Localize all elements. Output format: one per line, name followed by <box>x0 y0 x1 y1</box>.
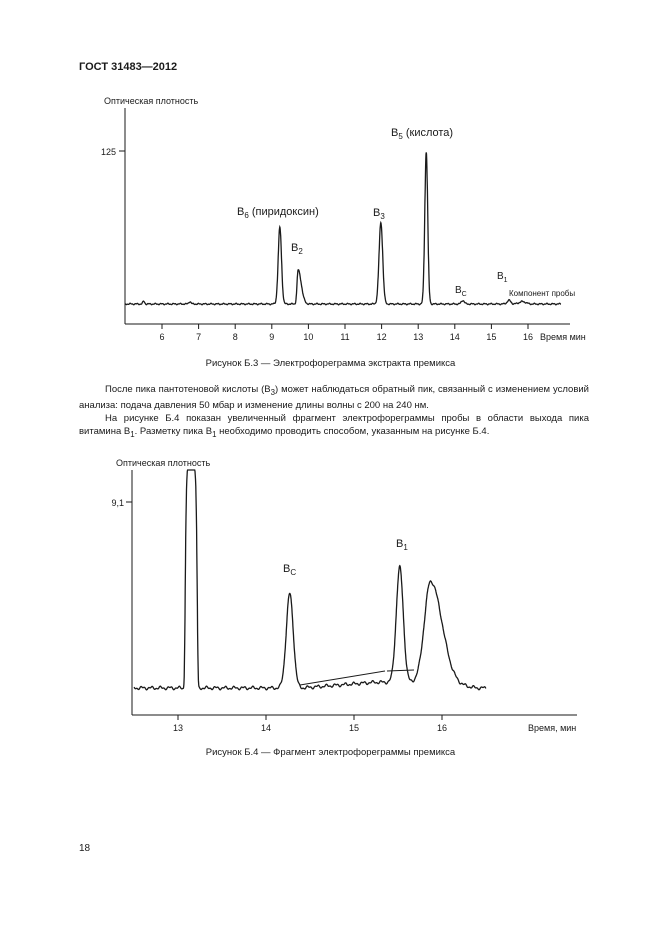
x-tick-label: 16 <box>522 332 534 342</box>
x-axis-label: Время мин <box>540 332 586 342</box>
x-tick-label: 12 <box>376 332 387 342</box>
x-ticks <box>173 715 447 733</box>
x-tick-label: 7 <box>196 332 202 342</box>
y-axis-label: Оптическая плотность <box>116 458 211 468</box>
peak-label-component: Компонент пробы <box>509 289 576 298</box>
peak-label-b6: $B_6$ (пиридоксин) <box>237 206 319 220</box>
peak-label-bc: $B_C$ <box>283 563 297 577</box>
peak-label-bc: $B_C$ <box>455 285 467 298</box>
document-header: ГОСТ 31483—2012 <box>79 61 178 73</box>
electropherogram-fragment-trace <box>134 470 486 690</box>
x-tick-label: 16 <box>436 723 448 733</box>
baseline-marker-b1 <box>387 670 414 671</box>
y-axis-label: Оптическая плотность <box>104 96 199 106</box>
paragraph-figure-reference: На рисунке Б.4 показан увеличенный фрагмент электрофореграммы пробы в области выхода пика витамина $B_1$. Разметку пика $B_1$ необходимо проводить способом, указанным на рисунке Б.4. <box>79 412 589 439</box>
x-tick-label: 10 <box>303 332 314 342</box>
figure-b4-caption: Рисунок Б.4 — Фрагмент электрофореграммы премикса <box>205 747 456 758</box>
x-tick-label: 14 <box>260 723 272 733</box>
x-tick-label: 15 <box>486 332 497 342</box>
peak-label-b1: $B_1$ <box>497 271 508 284</box>
x-tick-label: 13 <box>413 332 424 342</box>
paragraph-reverse-peak: После пика пантотеновой кислоты $(B_3)$ может наблюдаться обратный пик, связанный с изменением условий анализа: подача давления 50 мбар и изменение длины волны с 200 на 240 нм. <box>79 384 589 411</box>
x-tick-label: 8 <box>232 332 238 342</box>
baseline-marker-bc <box>300 671 385 685</box>
page-number: 18 <box>79 843 91 854</box>
y-tick-label: 9,1 <box>111 498 124 508</box>
x-tick-label: 9 <box>269 332 275 342</box>
peak-label-b5: $B_5$ (кислота) <box>391 127 454 141</box>
x-tick-label: 11 <box>340 332 350 342</box>
peak-label-b1: $B_1$ <box>396 538 408 552</box>
peak-label-b2: $B_2$ <box>291 242 303 256</box>
peak-label-b3: $B_3$ <box>373 207 385 221</box>
y-tick-label: 125 <box>100 147 116 157</box>
x-axis-label: Время, мин <box>528 723 577 733</box>
x-tick-label: 15 <box>348 723 360 733</box>
x-tick-label: 6 <box>159 332 165 342</box>
figure-b3-caption: Рисунок Б.3 — Электрофореграмма экстракта премикса <box>205 358 456 369</box>
x-tick-label: 14 <box>449 332 460 342</box>
x-tick-label: 13 <box>172 723 184 733</box>
